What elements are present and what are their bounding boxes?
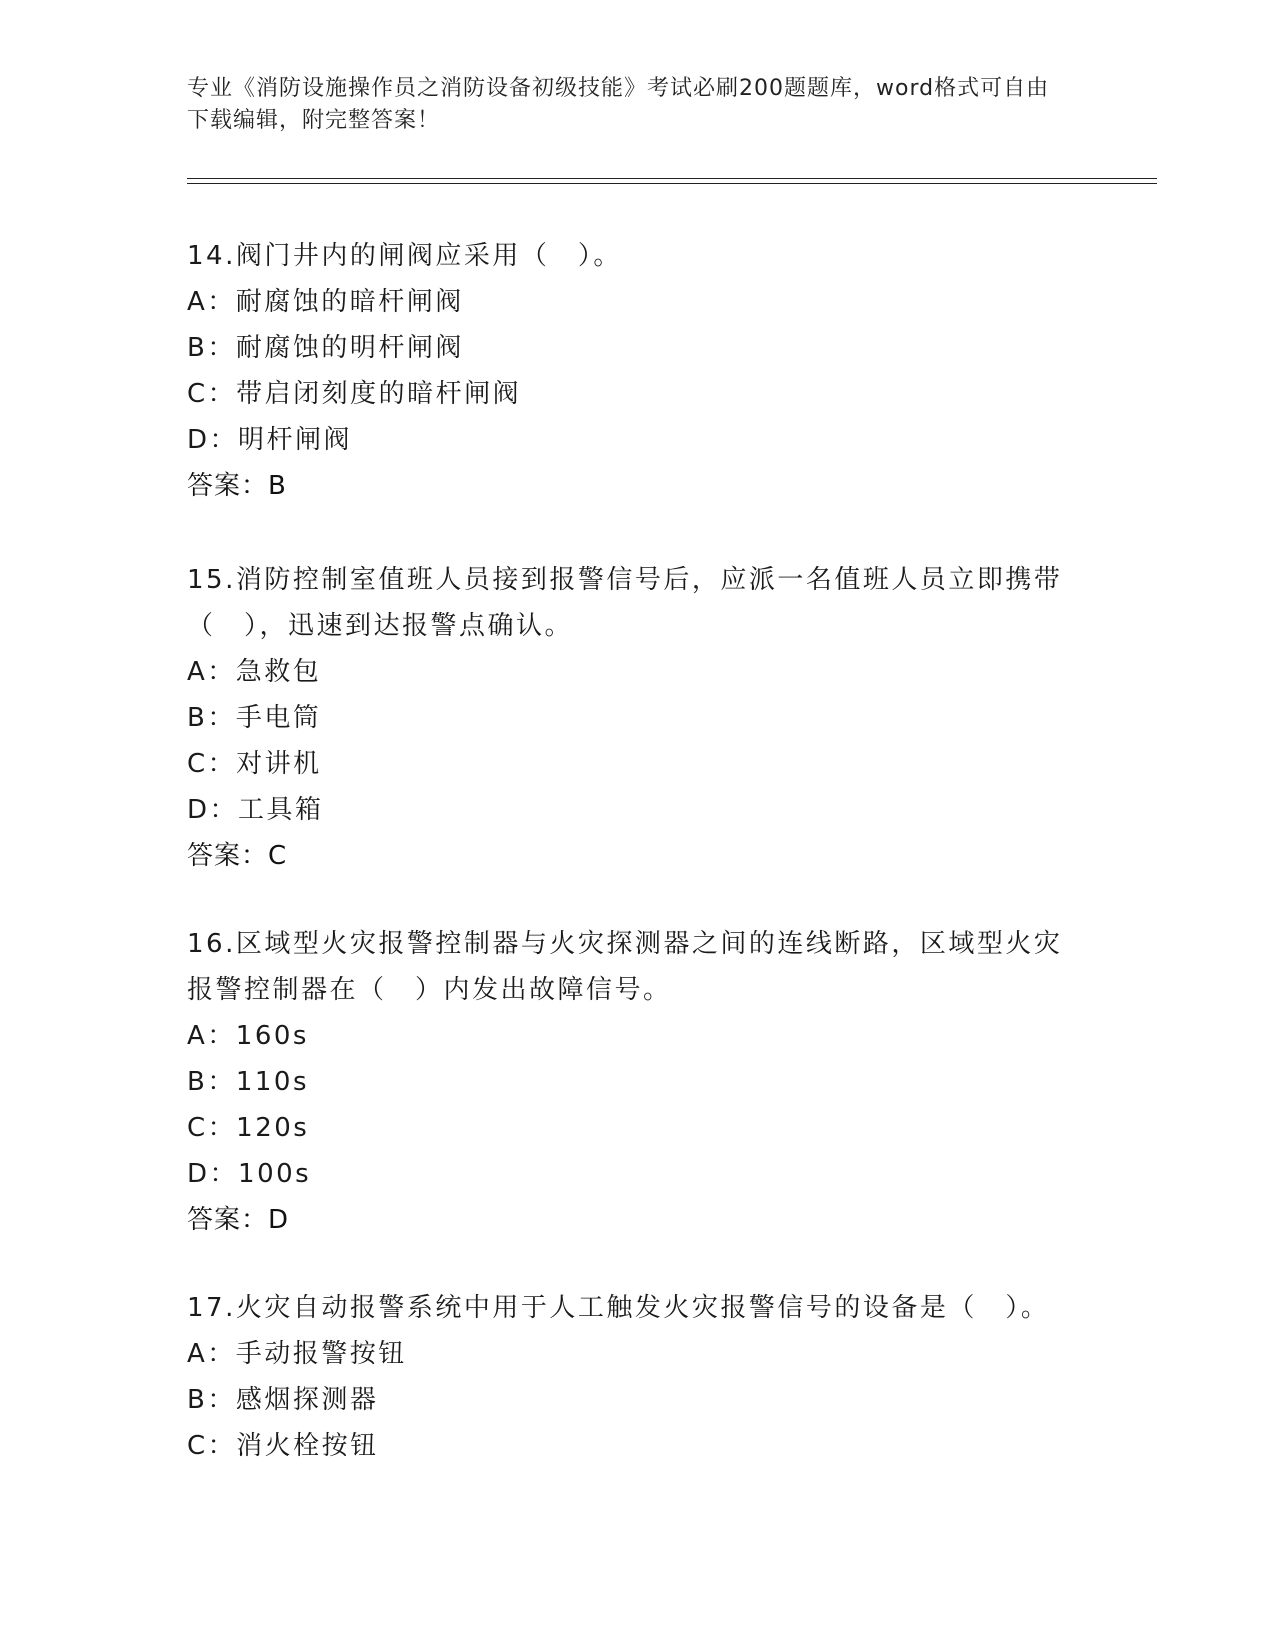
question-15: [187, 557, 1087, 879]
option-a: A：160s: [187, 1021, 309, 1051]
header-rule-bottom: [187, 183, 1157, 184]
option-a: A：手动报警按钮: [187, 1339, 407, 1369]
option-c: C：对讲机: [187, 749, 322, 779]
question-14: [187, 233, 1087, 509]
answer: 答案：B: [187, 471, 287, 501]
question-stem: 17.火灾自动报警系统中用于人工触发火灾报警信号的设备是（ ）。: [187, 1293, 1050, 1323]
header-rule-top: [187, 178, 1157, 179]
question-stem-line-2: （ ），迅速到达报警点确认。: [187, 611, 574, 641]
option-d: D：工具箱: [187, 795, 324, 825]
document-header: 专业《消防设施操作员之消防设备初级技能》考试必刷200题题库，word格式可自由下载编辑，附完整答案！: [187, 76, 1050, 133]
option-a: A：急救包: [187, 657, 322, 687]
answer: 答案：C: [187, 841, 288, 871]
question-stem-line-1: 15.消防控制室值班人员接到报警信号后，应派一名值班人员立即携带: [187, 565, 1063, 595]
option-a: A：耐腐蚀的暗杆闸阀: [187, 287, 464, 317]
option-b: B：耐腐蚀的明杆闸阀: [187, 333, 464, 363]
question-17: [187, 1285, 1087, 1469]
question-stem: 14.阀门井内的闸阀应采用（ ）。: [187, 241, 622, 271]
option-b: B：手电筒: [187, 703, 322, 733]
option-c: C：带启闭刻度的暗杆闸阀: [187, 379, 522, 409]
option-c: C：120s: [187, 1113, 310, 1143]
answer: 答案：D: [187, 1205, 290, 1235]
option-d: D：明杆闸阀: [187, 425, 353, 455]
option-c: C：消火栓按钮: [187, 1431, 379, 1461]
question-stem-line-1: 16.区域型火灾报警控制器与火灾探测器之间的连线断路，区域型火灾: [187, 929, 1063, 959]
question-16: [187, 921, 1087, 1243]
question-stem-line-2: 报警控制器在（ ）内发出故障信号。: [187, 975, 672, 1005]
option-b: B：感烟探测器: [187, 1385, 379, 1415]
option-d: D：100s: [187, 1159, 312, 1189]
option-b: B：110s: [187, 1067, 310, 1097]
